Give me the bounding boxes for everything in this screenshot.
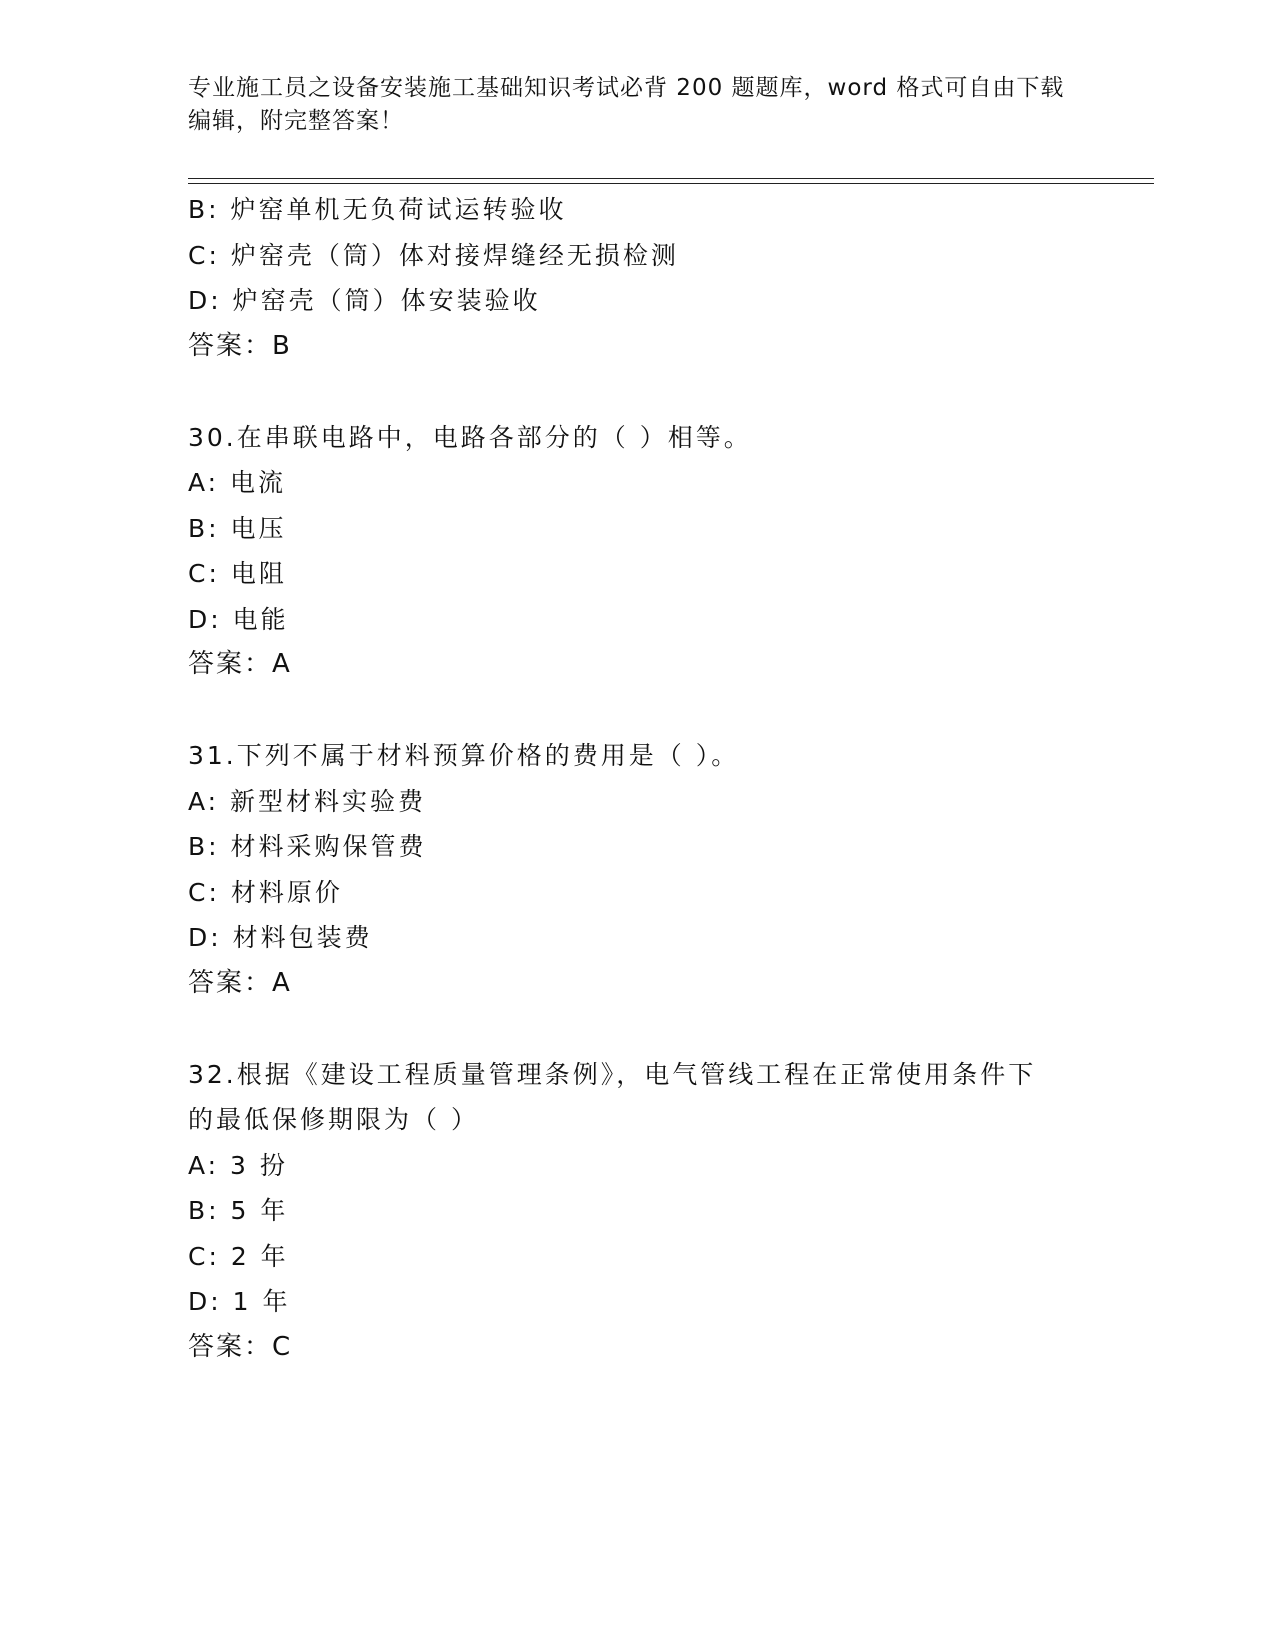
- option-a: A: 3 扮: [188, 1150, 288, 1180]
- question-text: 32.根据《建设工程质量管理条例》，电气管线工程在正常使用条件下: [188, 1059, 1037, 1089]
- header-line-2: 编辑，附完整答案！: [188, 108, 404, 134]
- answer: 答案：A: [188, 967, 292, 998]
- header-divider-bottom: [188, 183, 1154, 184]
- option-a: A: 电流: [188, 468, 287, 497]
- option-a: A: 新型材料实验费: [188, 786, 427, 816]
- question-list: [188, 187, 1088, 1370]
- option-c: C: 2 年: [188, 1241, 289, 1271]
- header-line-1: 专业施工员之设备安装施工基础知识考试必背 200 题题库，word 格式可自由下载: [188, 75, 1065, 101]
- option-d: D: 电能: [188, 604, 289, 634]
- option-b: B: 电压: [188, 513, 287, 543]
- question-30: [188, 415, 1088, 688]
- header-divider-top: [188, 178, 1154, 179]
- option-d: D: 1 年: [188, 1287, 291, 1316]
- question-31: [188, 733, 1088, 1006]
- option-c: C: 炉窑壳（筒）体对接焊缝经无损检测: [188, 240, 679, 270]
- question-text: 31.下列不属于材料预算价格的费用是（ ）。: [188, 741, 740, 770]
- option-c: C: 电阻: [188, 559, 287, 588]
- option-b: B: 材料采购保管费: [188, 832, 427, 861]
- document-header: [188, 72, 1088, 138]
- option-c: C: 材料原价: [188, 877, 343, 907]
- question-text-continued: 的最低保修期限为（ ）: [188, 1105, 479, 1134]
- answer: 答案：A: [188, 649, 292, 679]
- question-32: [188, 1052, 1088, 1371]
- question-text: 30.在串联电路中，电路各部分的（ ）相等。: [188, 422, 752, 452]
- option-b: B: 炉窑单机无负荷试运转验收: [188, 195, 567, 224]
- option-d: D: 材料包装费: [188, 923, 373, 952]
- option-b: B: 5 年: [188, 1196, 289, 1225]
- answer: 答案：B: [188, 330, 292, 361]
- previous-question-tail: [188, 187, 1088, 369]
- option-d: D: 炉窑壳（筒）体安装验收: [188, 286, 541, 315]
- answer: 答案：C: [188, 1331, 293, 1362]
